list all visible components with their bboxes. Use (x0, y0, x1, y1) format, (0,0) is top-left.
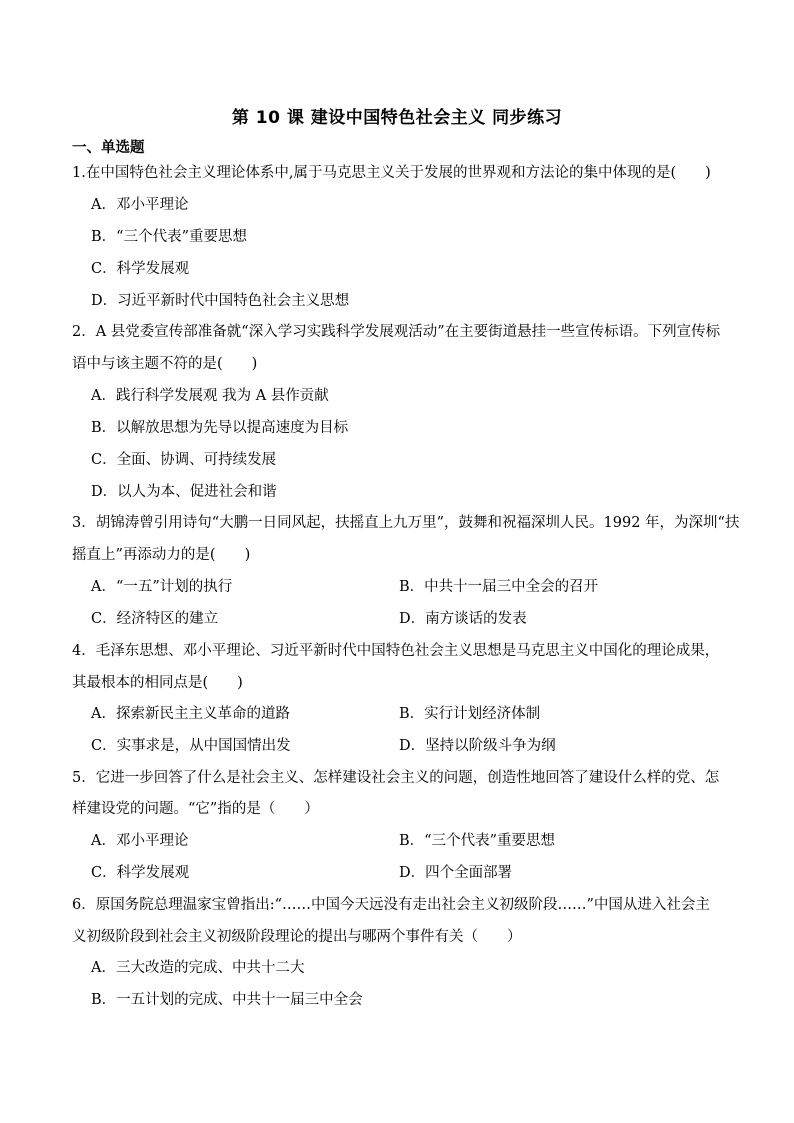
question-5-text-line-1: 5．它进一步回答了什么是社会主义、怎样建设社会主义的问题，创造性地回答了建设什么样的党、怎 (72, 770, 720, 786)
question-2-option-d: D．以人为本、促进社会和谐 (91, 484, 277, 500)
question-6-option-a: A．三大改造的完成、中共十二大 (91, 960, 305, 976)
question-4-text-line-1: 4．毛泽东思想、邓小平理论、习近平新时代中国特色社会主义思想是马克思主义中国化的理论成果， (72, 643, 720, 659)
question-6-text-line-2: 义初级阶段到社会主义初级阶段理论的提出与哪两个事件有关（ ） (72, 929, 522, 945)
question-4-option-b: B．实行计划经济体制 (399, 706, 541, 722)
question-1-option-b: B．“三个代表”重要思想 (91, 229, 247, 245)
question-3-text-line-2: 摇直上”再添动力的是( ) (72, 547, 251, 563)
question-1-option-c: C．科学发展观 (91, 261, 190, 277)
question-3-option-b: B．中共十一届三中全会的召开 (399, 579, 599, 595)
question-3-option-a: A．“一五”计划的执行 (91, 579, 233, 595)
question-2-option-a: A．践行科学发展观 我为 A 县作贡献 (91, 388, 329, 404)
page-title: 第 10 课 建设中国特色社会主义 同步练习 (231, 108, 563, 128)
question-3-option-c: C．经济特区的建立 (91, 611, 219, 627)
question-5-option-d: D．四个全面部署 (399, 865, 513, 881)
question-3-text-line-1: 3．胡锦涛曾引用诗句“大鹏一日同风起，扶摇直上九万里”，鼓舞和祝福深圳人民。1992 年，为深圳“扶 (72, 515, 740, 531)
question-2-text-line-2: 语中与该主题不符的是( ) (72, 356, 258, 372)
question-1-option-a: A．邓小平理论 (91, 197, 189, 213)
question-4-option-a: A．探索新民主主义革命的道路 (91, 706, 290, 722)
question-4-option-c: C．实事求是，从中国国情出发 (91, 738, 291, 754)
question-2-option-b: B．以解放思想为先导以提高速度为目标 (91, 420, 349, 436)
question-2-option-c: C．全面、协调、可持续发展 (91, 452, 277, 468)
question-4-text-line-2: 其最根本的相同点是( ) (72, 675, 243, 691)
question-3-option-d: D．南方谈话的发表 (399, 611, 527, 627)
question-6-option-b: B．一五计划的完成、中共十一届三中全会 (91, 992, 363, 1008)
question-1-text: 1.在中国特色社会主义理论体系中,属于马克思主义关于发展的世界观和方法论的集中体现的是( ) (72, 165, 711, 181)
question-4-option-d: D．坚持以阶级斗争为纲 (399, 738, 556, 754)
question-2-text-line-1: 2．A 县党委宣传部准备就“深入学习实践科学发展观活动”在主要街道悬挂一些宣传标语。下列宣传标 (72, 324, 721, 340)
question-5-option-c: C．科学发展观 (91, 865, 190, 881)
question-1-option-d: D．习近平新时代中国特色社会主义思想 (91, 293, 350, 309)
question-5-option-b: B．“三个代表”重要思想 (399, 833, 555, 849)
question-5-text-line-2: 样建设党的问题。“它”指的是（ ） (72, 801, 319, 817)
question-6-text-line-1: 6．原国务院总理温家宝曾指出:“……中国今天远没有走出社会主义初级阶段……”中国从进入社会主 (72, 897, 710, 913)
question-5-option-a: A．邓小平理论 (91, 833, 189, 849)
section-heading: 一、单选题 (72, 140, 145, 156)
